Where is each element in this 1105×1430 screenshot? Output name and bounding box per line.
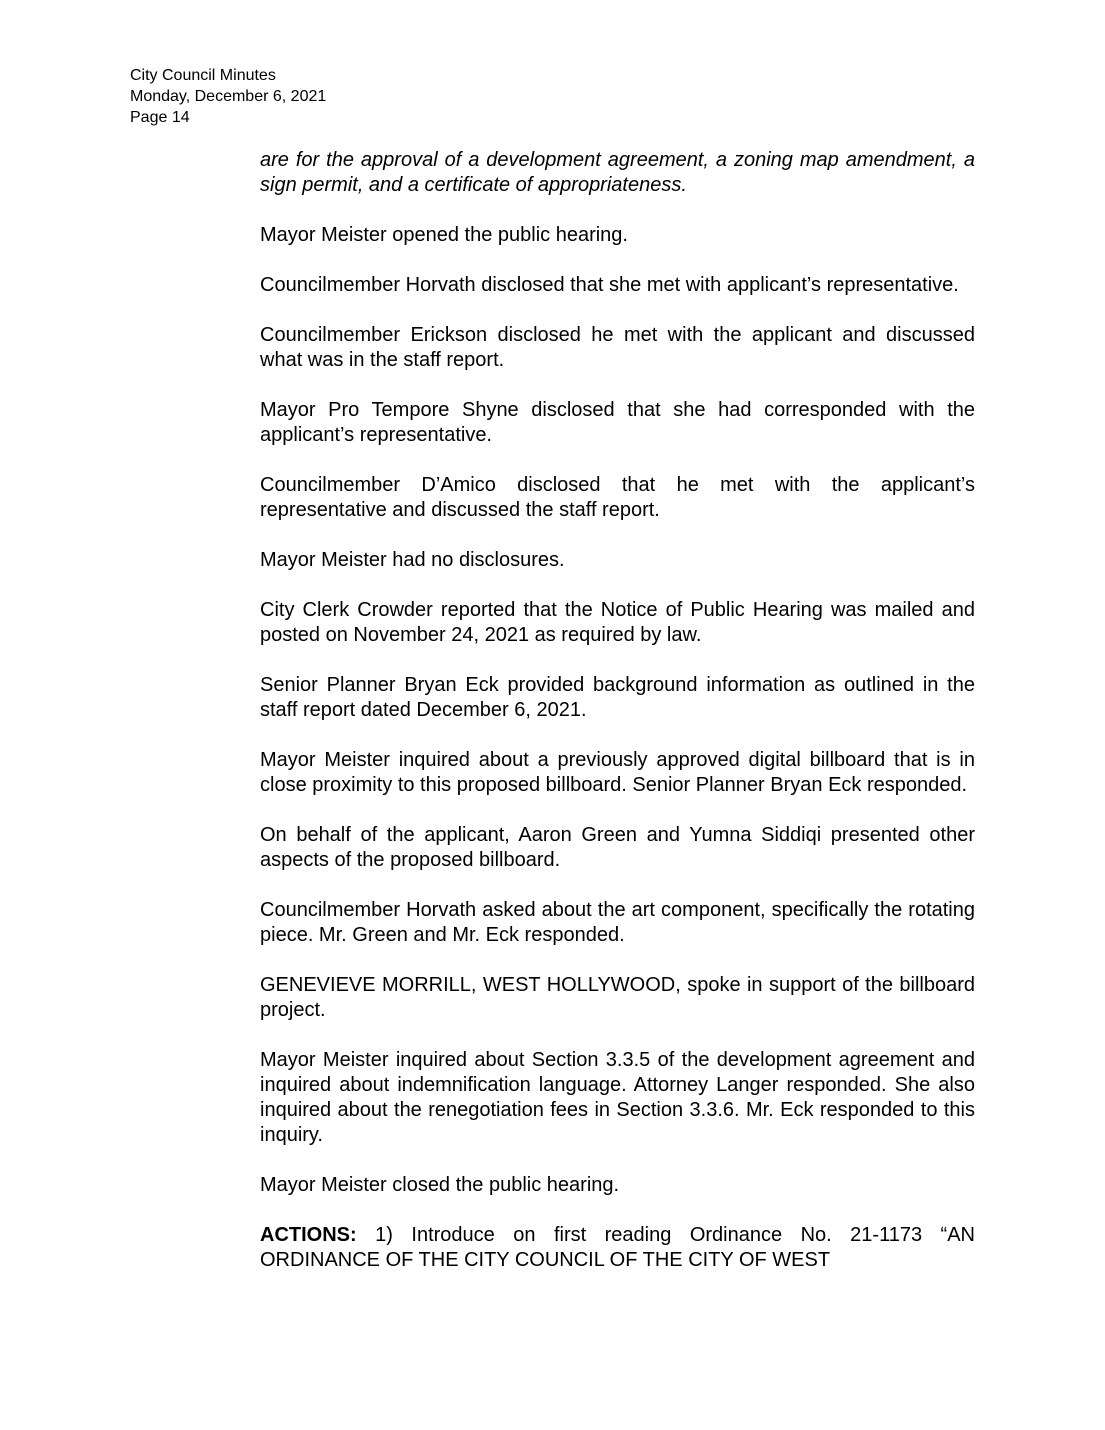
paragraph-hearing-closed: Mayor Meister closed the public hearing. [260,1174,620,1196]
paragraph-meister-disclosure: Mayor Meister had no disclosures. [260,549,565,571]
paragraph-public-speaker: GENEVIEVE MORRILL, WEST HOLLYWOOD, spoke in support of the billboard project. [260,974,975,1021]
paragraph-shyne-disclosure: Mayor Pro Tempore Shyne disclosed that she had corresponded with the applicant’s representative. [260,399,975,446]
paragraph-horvath-disclosure: Councilmember Horvath disclosed that she met with applicant’s representative. [260,274,959,296]
paragraph-erickson-disclosure: Councilmember Erickson disclosed he met with the applicant and discussed what was in the staff report. [260,324,975,371]
continued-paragraph: are for the approval of a development agreement, a zoning map amendment, a sign permit, and a certificate of appropriateness. [260,149,975,196]
paragraph-damico-disclosure: Councilmember D’Amico disclosed that he met with the applicant’s representative and discussed the staff report. [260,474,975,521]
minutes-body [260,148,975,1298]
paragraph-art-component: Councilmember Horvath asked about the art component, specifically the rotating piece. Mr. Green and Mr. Eck responded. [260,899,975,946]
paragraph-section-inquiry: Mayor Meister inquired about Section 3.3.5 of the development agreement and inquired about indemnification language. Attorney Langer responded. She also inquired about the renegotiation fees in Section 3.3.6. Mr. Eck responded to this inquiry. [260,1049,975,1146]
paragraph-applicant-presentation: On behalf of the applicant, Aaron Green and Yumna Siddiqi presented other aspects of the proposed billboard. [260,824,975,871]
paragraph-hearing-opened: Mayor Meister opened the public hearing. [260,224,628,246]
paragraph-staff-background: Senior Planner Bryan Eck provided background information as outlined in the staff report dated December 6, 2021. [260,674,975,721]
actions-paragraph [260,1223,975,1273]
document-title: City Council Minutes [130,67,276,84]
paragraph-notice-report: City Clerk Crowder reported that the Notice of Public Hearing was mailed and posted on November 24, 2021 as required by law. [260,599,975,646]
page-number: Page 14 [130,109,190,126]
page-header [130,65,326,128]
actions-label: ACTIONS: [260,1224,357,1246]
actions-text: 1) Introduce on first reading Ordinance No. 21-1173 “AN ORDINANCE OF THE CITY COUNCIL OF THE CITY OF WEST [260,1224,975,1271]
meeting-date: Monday, December 6, 2021 [130,88,327,105]
paragraph-billboard-inquiry: Mayor Meister inquired about a previously approved digital billboard that is in close proximity to this proposed billboard. Senior Planner Bryan Eck responded. [260,749,975,796]
